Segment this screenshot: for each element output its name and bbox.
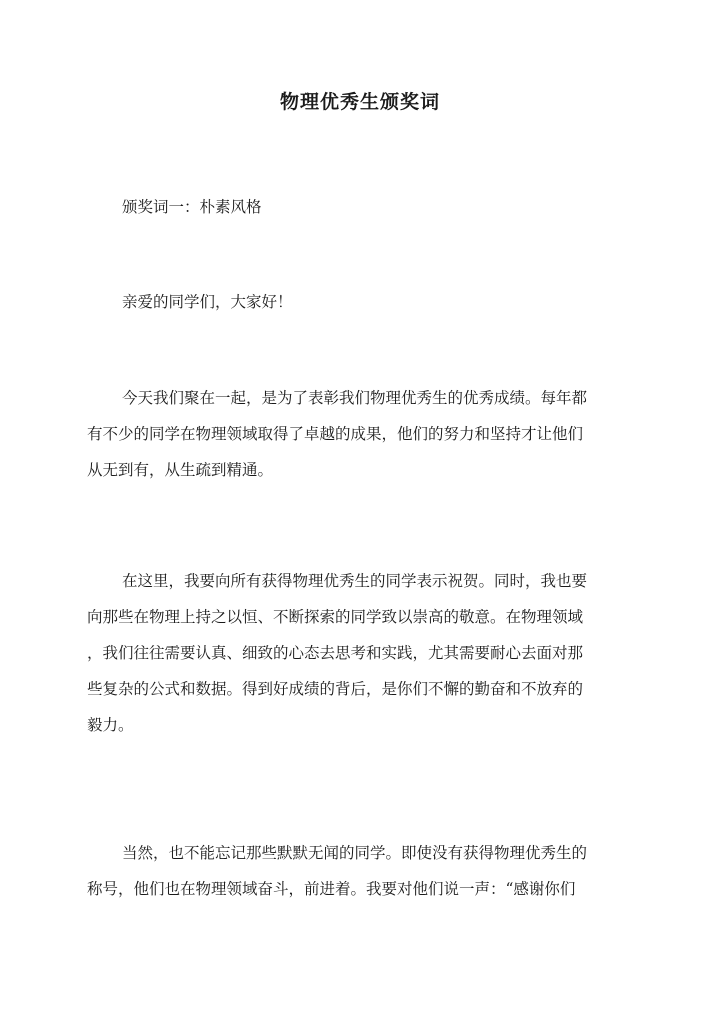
paragraph-unsung [87, 835, 633, 907]
paragraph-heading [87, 189, 633, 225]
paragraph-line: ，我们往往需要认真、细致的心态去思考和实践，尤其需要耐心去面对那 [87, 644, 584, 662]
paragraph-line: 毅力。 [87, 716, 134, 734]
paragraph-line: 今天我们聚在一起，是为了表彰我们物理优秀生的优秀成绩。每年都 [122, 389, 588, 407]
paragraph-line: 亲爱的同学们，大家好！ [122, 293, 293, 311]
paragraph-line: 颁奖词一：朴素风格 [122, 198, 262, 216]
paragraph-line: 当然，也不能忘记那些默默无闻的同学。即使没有获得物理优秀生的 [122, 844, 588, 862]
paragraph-congratulations [87, 563, 633, 743]
paragraph-line: 在这里，我要向所有获得物理优秀生的同学表示祝贺。同时，我也要 [122, 572, 588, 590]
paragraph-line: 些复杂的公式和数据。得到好成绩的背后，是你们不懈的勤奋和不放弃的 [87, 680, 584, 698]
paragraph-line: 从无到有，从生疏到精通。 [87, 461, 274, 479]
paragraph-intro [87, 380, 633, 488]
paragraph-greeting [87, 284, 633, 320]
paragraph-line: 称号，他们也在物理领域奋斗，前进着。我要对他们说一声：“感谢你们 [87, 880, 576, 898]
document-title: 物理优秀生颁奖词 [279, 91, 440, 113]
paragraph-line: 有不少的同学在物理领域取得了卓越的成果，他们的努力和坚持才让他们 [87, 425, 584, 443]
paragraph-line: 向那些在物理上持之以恒、不断探索的同学致以崇高的敬意。在物理领域 [87, 608, 584, 626]
